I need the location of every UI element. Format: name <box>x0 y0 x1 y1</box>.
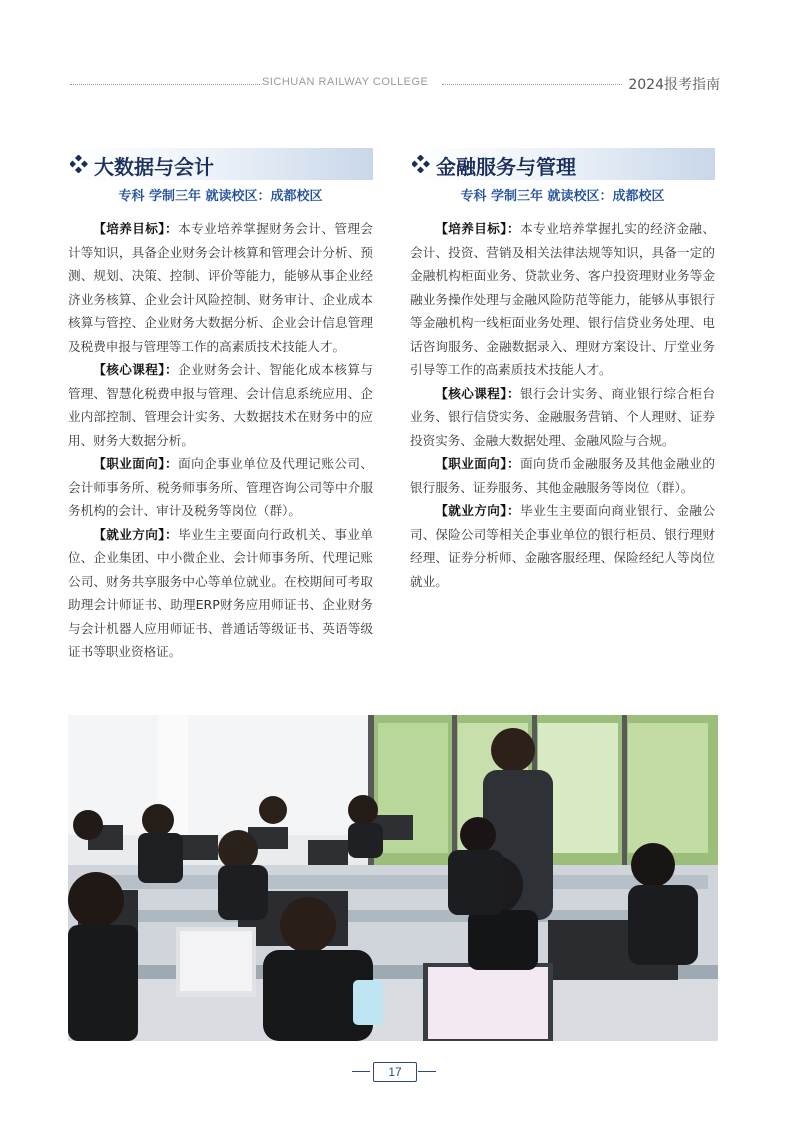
program-column-accounting <box>68 148 373 664</box>
section-text: 毕业生主要面向行政机关、事业单位、企业集团、中小微企业、会计师事务所、代理记账公司、财务共享服务中心等单位就业。在校期间可考取助理会计师证书、助理ERP财务应用师证书、企业财务与会计机器人应用师证书、普通话等级证书、英语等级证书等职业资格证。 <box>68 526 374 659</box>
section-career-orientation <box>68 452 373 523</box>
header-divider-right <box>442 84 622 85</box>
section-label: 【就业方向】： <box>435 503 521 518</box>
page-footer <box>0 1060 800 1084</box>
program-column-finance <box>410 148 715 593</box>
footer-line-right <box>418 1071 436 1072</box>
classroom-photo <box>68 715 718 1041</box>
section-label: 【职业面向】： <box>435 456 521 471</box>
program-title: 金融服务与管理 <box>436 155 576 179</box>
section-core-courses <box>68 358 373 452</box>
header-divider-left <box>70 84 260 85</box>
section-training-goal <box>410 217 715 382</box>
section-text: 企业财务会计、智能化成本核算与管理、智慧化税费申报与管理、会计信息系统应用、企业内部控制、管理会计实务、大数据技术在财务中的应用、财务大数据分析。 <box>68 362 374 448</box>
section-label: 【培养目标】： <box>435 221 521 236</box>
program-title-bar <box>410 148 715 180</box>
section-core-courses <box>410 382 715 453</box>
page-number: 17 <box>373 1062 417 1082</box>
program-title-bar <box>68 148 373 180</box>
section-text: 本专业培养掌握扎实的经济金融、会计、投资、营销及相关法律法规等知识，具备一定的金融机构柜面业务、贷款业务、客户投资理财业务等金融业务操作处理与金融风险防范等能力，能够从事银行等金融机构一线柜面业务处理、银行信贷业务处理、电话咨询服务、金融数据录入、理财方案设计、厅堂业务引导等工作的高素质技术技能人才。 <box>410 221 716 377</box>
section-employment <box>410 499 715 593</box>
college-name: SICHUAN RAILWAY COLLEGE <box>262 76 429 88</box>
section-label: 【就业方向】： <box>93 526 179 542</box>
diamond-cluster-icon <box>412 155 430 173</box>
footer-line-left <box>352 1071 370 1072</box>
guide-title: 2024报考指南 <box>628 77 720 93</box>
section-career-orientation <box>410 452 715 499</box>
section-text: 面向货币金融服务及其他金融业的银行服务、证券服务、其他金融服务等岗位（群）。 <box>410 456 716 495</box>
section-text: 面向企事业单位及代理记账公司、会计师事务所、税务师事务所、管理咨询公司等中介服务机构的会计、审计及税务等岗位（群）。 <box>68 456 374 518</box>
section-label: 【培养目标】： <box>93 221 179 236</box>
section-text: 银行会计实务、商业银行综合柜台业务、银行信贷实务、金融服务营销、个人理财、证券投资实务、金融大数据处理、金融风险与合规。 <box>410 385 716 448</box>
section-label: 【核心课程】： <box>435 385 521 401</box>
section-training-goal <box>68 217 373 358</box>
program-meta: 专科 学制三年 就读校区：成都校区 <box>460 189 665 204</box>
section-employment <box>68 523 373 664</box>
program-title: 大数据与会计 <box>94 155 214 179</box>
section-label: 【核心课程】： <box>93 362 179 377</box>
program-meta: 专科 学制三年 就读校区：成都校区 <box>118 189 323 204</box>
section-text: 毕业生主要面向商业银行、金融公司、保险公司等相关企事业单位的银行柜员、银行理财经理、证券分析师、金融客服经理、保险经纪人等岗位就业。 <box>410 503 716 589</box>
page-header <box>70 70 720 100</box>
diamond-cluster-icon <box>70 155 88 173</box>
section-label: 【职业面向】： <box>93 456 179 471</box>
program-description <box>410 217 715 593</box>
program-description <box>68 217 373 664</box>
section-text: 本专业培养掌握财务会计、管理会计等知识，具备企业财务会计核算和管理会计分析、预测、规划、决策、控制、评价等能力，能够从事企业经济业务核算、企业会计风险控制、财务审计、企业成本核算与管控、企业财务大数据分析、企业会计信息管理及税费申报与管理等工作的高素质技术技能人才。 <box>68 221 374 354</box>
